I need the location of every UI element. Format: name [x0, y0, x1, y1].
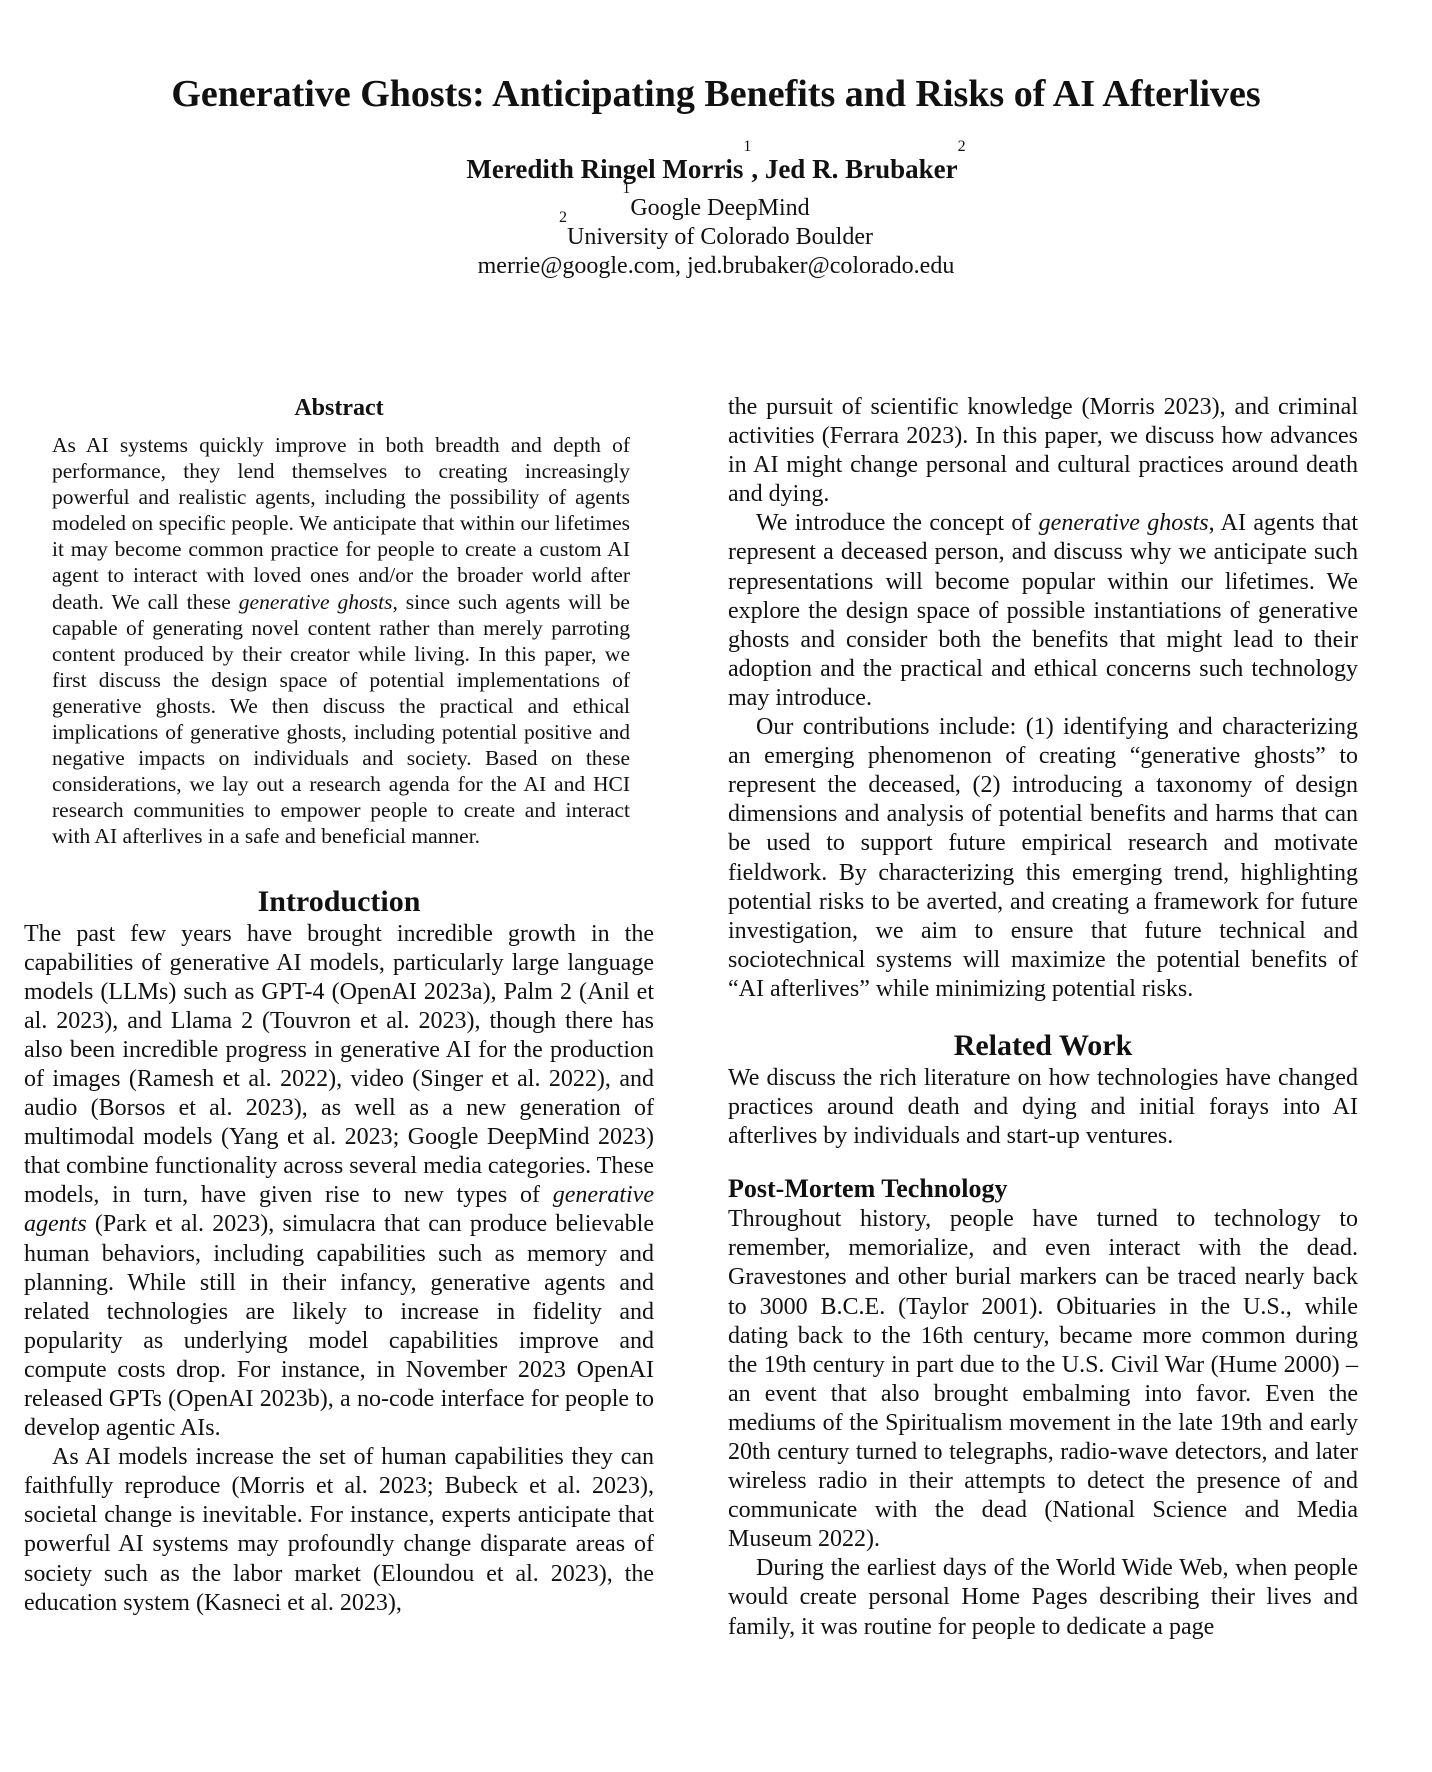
- paragraph-text: , AI agents that represent a deceased person, and discuss why we anticipate such representations will become popular within our lifetimes. We explore the design space of possible instantiations of generative ghosts and consider both the benefits that might lead to their adoption and the practical and ethical concerns such technology may introduce.: [728, 510, 1358, 711]
- affiliation-line: [0, 209, 1432, 252]
- affiliation-marker: 2: [957, 138, 966, 155]
- abstract-heading: Abstract: [294, 395, 384, 421]
- paragraph-text: The past few years have brought incredible growth in the capabilities of generative AI models, particularly large language models (LLMs) such as GPT-4 (OpenAI 2023a), Palm 2 (Anil et al. 2023), and Llama 2 (Touvron et al. 2023), though there has also been incredible progress in generative AI for the production of images (Ramesh et al. 2022), video (Singer et al. 2022), and audio (Borsos et al. 2023), as well as a new generation of multimodal models (Yang et al. 2023; Google DeepMind 2023) that combine functionality across several media categories. These models, in turn, have given rise to new types of: [24, 920, 654, 1209]
- author-name: Jed R. Brubaker: [764, 154, 958, 184]
- paper-title: Generative Ghosts: Anticipating Benefits and Risks of AI Afterlives: [171, 73, 1261, 115]
- introduction-paragraph-continued: the pursuit of scientific knowledge (Morris 2023), and criminal activities (Ferrara 2023). In this paper, we discuss how advances in AI might change personal and cultural practices around death and dying.: [728, 394, 1358, 508]
- paragraph-emphasis: generative ghosts: [1038, 510, 1209, 537]
- abstract-emphasis: generative ghosts: [238, 589, 393, 614]
- affiliation-name: University of Colorado Boulder: [567, 224, 873, 250]
- author-emails: merrie@google.com, jed.brubaker@colorado.edu: [477, 253, 955, 279]
- paper-header: [0, 70, 1432, 281]
- introduction-section: [24, 884, 654, 1618]
- affiliation-name: Google DeepMind: [630, 195, 810, 221]
- related-work-section: [728, 1028, 1358, 1151]
- related-work-paragraph: We discuss the rich literature on how technologies have changed practices around death and dying and initial forays into AI afterlives by individuals and start-up ventures.: [728, 1064, 1358, 1150]
- related-work-heading: Related Work: [953, 1028, 1133, 1062]
- abstract-text-part: , since such agents will be capable of generating novel content rather than merely parroting content produced by their creator while living. In this paper, we first discuss the design space of potential implementations of generative ghosts. We then discuss the practical and ethical implications of generative ghosts, including potential positive and negative impacts on individuals and society. Based on these considerations, we lay out a research agenda for the AI and HCI research communities to empower people to create and interact with AI afterlives in a safe and beneficial manner.: [52, 589, 630, 849]
- introduction-paragraph: [24, 920, 654, 1444]
- introduction-paragraph: Our contributions include: (1) identifying and characterizing an emerging phenomenon of creating “generative ghosts” to represent the deceased, (2) introducing a taxonomy of design dimensions and analysis of potential benefits and harms that can be used to support future empirical research and motivate fieldwork. By characterizing this emerging trend, highlighting potential risks to be averted, and creating a framework for future investigation, we aim to ensure that future technical and sociotechnical systems will maximize the potential benefits of “AI afterlives” while minimizing potential risks.: [728, 714, 1358, 1002]
- post-mortem-section: [728, 1173, 1358, 1641]
- affiliation-marker: 2: [559, 209, 568, 226]
- abstract-section: [24, 393, 654, 850]
- introduction-paragraph: As AI models increase the set of human capabilities they can faithfully reproduce (Morris et al. 2023; Bubeck et al. 2023), societal change is inevitable. For instance, experts anticipate that powerful AI systems may profoundly change disparate areas of society such as the labor market (Eloundou et al. 2023), the education system (Kasneci et al. 2023),: [24, 1444, 654, 1616]
- paragraph-emphasis: generative agents: [24, 1182, 654, 1238]
- affiliation-line: [0, 180, 1432, 223]
- abstract-text: [52, 432, 630, 850]
- post-mortem-paragraph: Throughout history, people have turned to technology to remember, memorialize, and even interact with the dead. Gravestones and other burial markers can be traced nearly back to 3000 B.C.E. (Taylor 2001). Obituaries in the U.S., while dating back to the 16th century, became more common during the 19th century in part due to the U.S. Civil War (Hume 2000) – an event that also brought embalming into favor. Even the mediums of the Spiritualism movement in the late 19th and early 20th century turned to telegraphs, radio-wave detectors, and later wireless radio in their attempts to detect the presence of and communicate with the dead (National Science and Media Museum 2022).: [728, 1206, 1358, 1553]
- post-mortem-heading: Post-Mortem Technology: [728, 1174, 1008, 1204]
- left-column: [24, 393, 654, 1618]
- paragraph-text: (Park et al. 2023), simulacra that can produce believable human behaviors, including capabilities such as memory and planning. While still in their infancy, generative agents and related technologies are likely to increase in fidelity and popularity as underlying model capabilities improve and compute costs drop. For instance, in November 2023 OpenAI released GPTs (OpenAI 2023b), a no-code interface for people to develop agentic AIs.: [24, 1211, 654, 1442]
- introduction-paragraph: [728, 509, 1358, 713]
- introduction-heading: Introduction: [257, 884, 421, 918]
- author-separator: ,: [751, 154, 765, 184]
- affiliation-marker: 1: [622, 180, 631, 197]
- abstract-text-part: As AI systems quickly improve in both breadth and depth of performance, they lend themselves to creating increasingly powerful and realistic agents, including the possibility of agents modeled on specific people. We anticipate that within our lifetimes it may become common practice for people to create a custom AI agent to interact with loved ones and/or the broader world after death. We call these: [52, 433, 630, 614]
- affiliation-marker: 1: [743, 138, 752, 155]
- author-name: Meredith Ringel Morris: [466, 154, 744, 184]
- author-list: [0, 138, 1432, 186]
- right-column: [728, 393, 1358, 1642]
- post-mortem-paragraph: During the earliest days of the World Wide Web, when people would create personal Home Pages describing their lives and family, it was routine for people to dedicate a page: [728, 1555, 1358, 1640]
- paragraph-text: We introduce the concept of: [756, 510, 1039, 537]
